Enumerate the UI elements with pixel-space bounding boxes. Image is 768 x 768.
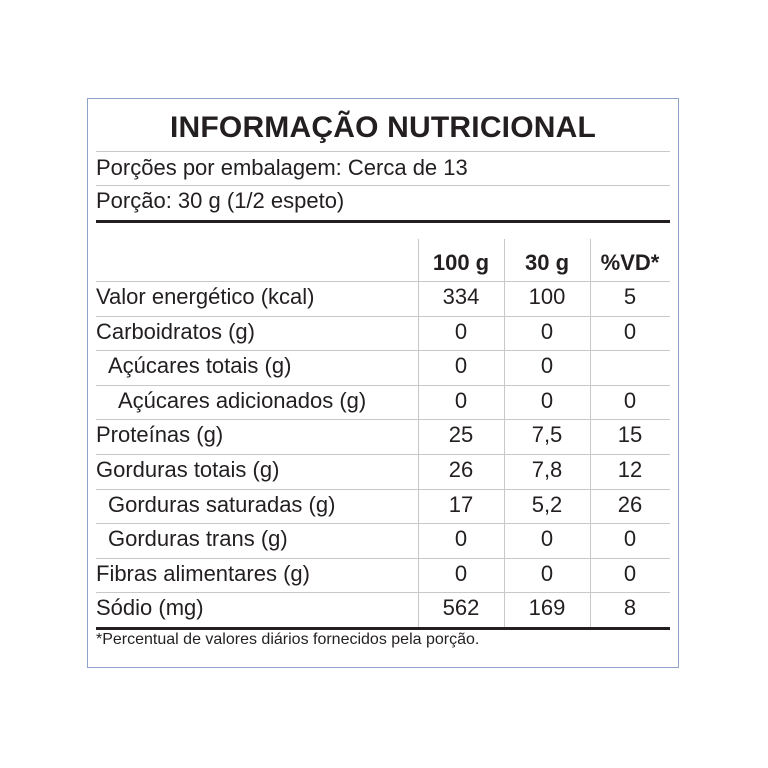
value-per-portion: 0 bbox=[540, 387, 554, 413]
value-per-portion: 0 bbox=[540, 560, 554, 586]
table-row bbox=[88, 350, 678, 384]
nutrient-label: Açúcares adicionados (g) bbox=[118, 387, 367, 413]
value-per-portion: 100 bbox=[528, 284, 566, 309]
servings-per-package: Porções por embalagem: Cerca de 13 bbox=[96, 155, 468, 180]
value-daily-percent: 0 bbox=[623, 560, 637, 586]
nutrient-label: Proteínas (g) bbox=[96, 422, 224, 448]
value-daily-percent: 0 bbox=[623, 526, 637, 552]
divider bbox=[96, 185, 670, 186]
value-per-100g: 334 bbox=[442, 284, 480, 309]
value-per-100g: 0 bbox=[454, 353, 468, 379]
nutrient-label: Gorduras saturadas (g) bbox=[108, 491, 336, 517]
value-per-portion: 0 bbox=[540, 526, 554, 552]
value-daily-percent: 0 bbox=[623, 318, 637, 344]
divider bbox=[96, 151, 670, 152]
value-per-100g: 0 bbox=[454, 318, 468, 344]
value-daily-percent: 5 bbox=[623, 284, 637, 309]
nutrient-label: Açúcares totais (g) bbox=[108, 353, 292, 379]
value-per-portion: 0 bbox=[540, 353, 554, 379]
table-row bbox=[88, 316, 678, 350]
thick-divider bbox=[96, 220, 670, 223]
table-row bbox=[88, 592, 678, 626]
table-row bbox=[88, 523, 678, 557]
table-row bbox=[88, 281, 678, 315]
nutrient-label: Fibras alimentares (g) bbox=[96, 560, 310, 586]
value-per-100g: 0 bbox=[454, 526, 468, 552]
value-per-100g: 0 bbox=[454, 560, 468, 586]
value-per-portion: 169 bbox=[528, 595, 566, 621]
value-per-100g: 0 bbox=[454, 387, 468, 413]
serving-size: Porção: 30 g (1/2 espeto) bbox=[96, 188, 345, 213]
value-per-portion: 0 bbox=[540, 318, 554, 344]
value-per-100g: 17 bbox=[448, 491, 474, 517]
table-row bbox=[88, 419, 678, 453]
nutrition-facts-panel bbox=[87, 98, 679, 668]
value-per-portion: 5,2 bbox=[531, 491, 563, 517]
col-header-vd: %VD* bbox=[600, 250, 660, 275]
value-per-100g: 562 bbox=[442, 595, 480, 621]
nutrient-label: Valor energético (kcal) bbox=[96, 284, 315, 309]
value-daily-percent: 26 bbox=[617, 491, 643, 517]
col-header-portion: 30 g bbox=[524, 250, 570, 275]
label-title: INFORMAÇÃO NUTRICIONAL bbox=[169, 111, 597, 144]
value-per-100g: 25 bbox=[448, 422, 474, 448]
value-per-portion: 7,8 bbox=[531, 457, 563, 482]
table-row bbox=[88, 385, 678, 419]
value-daily-percent: 15 bbox=[617, 422, 643, 448]
table-row bbox=[88, 489, 678, 523]
value-per-100g: 26 bbox=[448, 457, 474, 482]
nutrient-label: Carboidratos (g) bbox=[96, 318, 255, 344]
value-daily-percent: 8 bbox=[623, 595, 637, 621]
footnote: *Percentual de valores diários fornecidos pela porção. bbox=[96, 631, 480, 648]
table-row bbox=[88, 454, 678, 488]
table-header bbox=[88, 247, 678, 281]
nutrient-label: Gorduras trans (g) bbox=[108, 526, 288, 552]
col-header-100g: 100 g bbox=[432, 250, 490, 275]
thick-divider bbox=[96, 627, 670, 630]
value-daily-percent: 12 bbox=[617, 457, 643, 482]
value-daily-percent: 0 bbox=[623, 387, 637, 413]
nutrient-label: Sódio (mg) bbox=[96, 595, 204, 621]
value-per-portion: 7,5 bbox=[531, 422, 563, 448]
nutrient-label: Gorduras totais (g) bbox=[96, 457, 280, 482]
table-row bbox=[88, 558, 678, 592]
